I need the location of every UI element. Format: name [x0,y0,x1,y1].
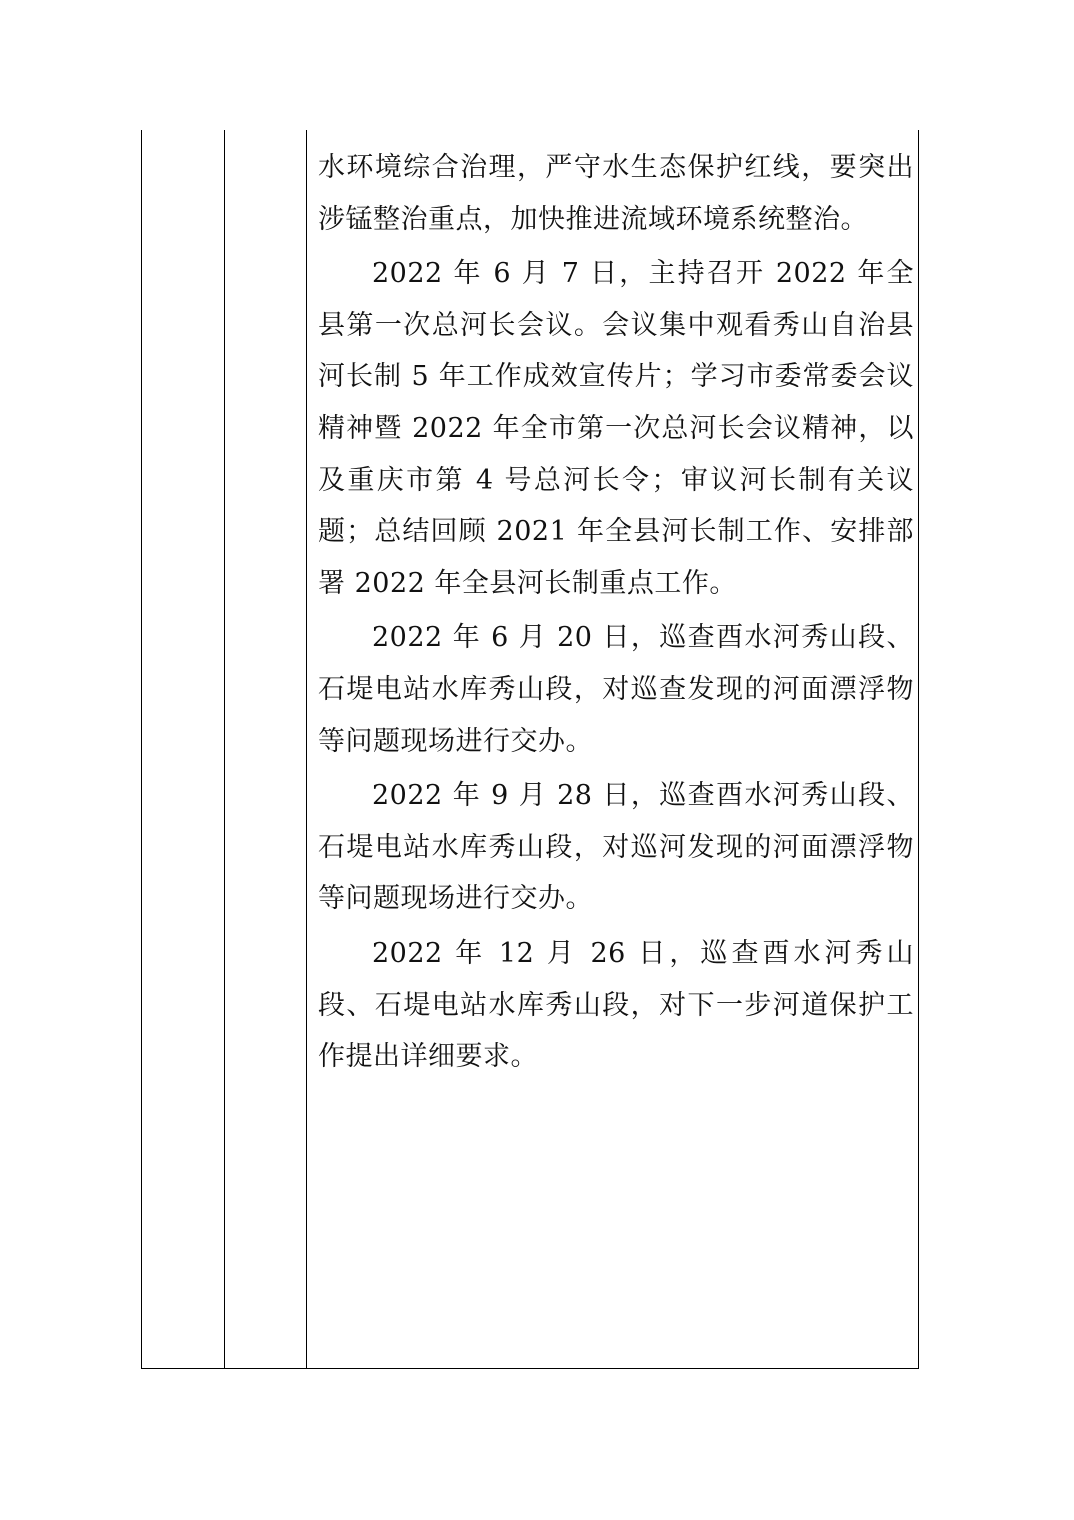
table-border-right [918,130,919,1368]
table-column-divider-1 [224,130,225,1368]
table-content-cell [318,142,914,1086]
paragraph-meeting-june-7: 2022 年 6 月 7 日，主持召开 2022 年全县第一次总河长会议。会议集中观看秀山自治县河长制 5 年工作成效宣传片；学习市委常委会议精神暨 2022 年全市第一次总河长会议精神，以及重庆市第 4 号总河长令；审议河长制有关议题；总结回顾 2021 年全县河长制工作、安排部署 2022 年全县河长制重点工作。 [318,258,914,599]
table-border-left [141,130,142,1368]
paragraph-continuation: 水环境综合治理，严守水生态保护红线，要突出涉锰整治重点，加快推进流域环境系统整治。 [318,152,914,235]
paragraph-inspection-dec-26: 2022 年 12 月 26 日，巡查酉水河秀山段、石堤电站水库秀山段，对下一步河道保护工作提出详细要求。 [318,937,914,1073]
table-column-divider-2 [306,130,307,1368]
paragraph-inspection-june-20: 2022 年 6 月 20 日，巡查酉水河秀山段、石堤电站水库秀山段，对巡查发现的河面漂浮物等问题现场进行交办。 [318,622,914,757]
paragraph-inspection-sept-28: 2022 年 9 月 28 日，巡查酉水河秀山段、石堤电站水库秀山段，对巡河发现的河面漂浮物等问题现场进行交办。 [318,780,914,915]
